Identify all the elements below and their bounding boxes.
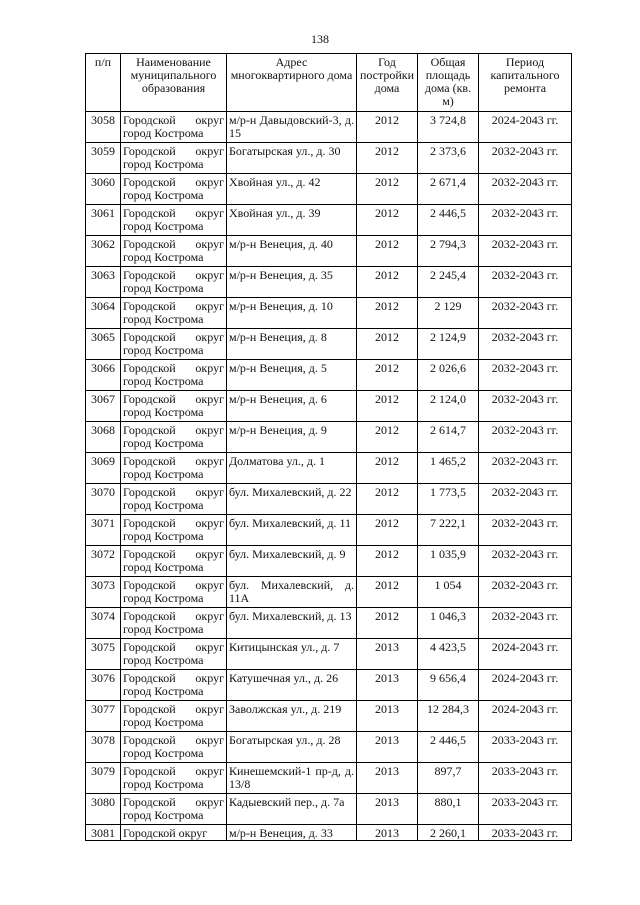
area-cell: 2 446,5 — [418, 205, 479, 236]
table-body — [86, 112, 572, 841]
municipality-cell: Городской округ город Кострома — [121, 608, 227, 639]
table-row — [86, 794, 572, 825]
address-cell: Богатырская ул., д. 30 — [227, 143, 357, 174]
address-cell: м/р-н Венеция, д. 33 — [227, 825, 357, 841]
municipality-cell: Городской округ город Кострома — [121, 639, 227, 670]
header-period: Период капитального ремонта — [479, 54, 572, 112]
year-cell: 2013 — [357, 670, 418, 701]
table-row — [86, 360, 572, 391]
year-cell: 2013 — [357, 794, 418, 825]
year-cell: 2012 — [357, 205, 418, 236]
year-cell: 2012 — [357, 422, 418, 453]
area-cell: 4 423,5 — [418, 639, 479, 670]
row-number: 3065 — [86, 329, 121, 360]
period-cell: 2033-2043 гг. — [479, 732, 572, 763]
year-cell: 2012 — [357, 577, 418, 608]
area-cell: 1 465,2 — [418, 453, 479, 484]
area-cell: 7 222,1 — [418, 515, 479, 546]
address-cell: бул. Михалевский, д. 11А — [227, 577, 357, 608]
housing-registry-table — [85, 53, 572, 841]
period-cell: 2032-2043 гг. — [479, 267, 572, 298]
address-cell: Катушечная ул., д. 26 — [227, 670, 357, 701]
address-cell: м/р-н Венеция, д. 10 — [227, 298, 357, 329]
address-cell: м/р-н Давыдовский-3, д. 15 — [227, 112, 357, 143]
year-cell: 2012 — [357, 608, 418, 639]
municipality-cell: Городской округ город Кострома — [121, 763, 227, 794]
area-cell: 2 245,4 — [418, 267, 479, 298]
table-row — [86, 143, 572, 174]
period-cell: 2033-2043 гг. — [479, 763, 572, 794]
municipality-cell: Городской округ город Кострома — [121, 670, 227, 701]
address-cell: Богатырская ул., д. 28 — [227, 732, 357, 763]
table-row — [86, 329, 572, 360]
period-cell: 2024-2043 гг. — [479, 112, 572, 143]
year-cell: 2012 — [357, 236, 418, 267]
area-cell: 2 129 — [418, 298, 479, 329]
header-year: Год постройки дома — [357, 54, 418, 112]
row-number: 3060 — [86, 174, 121, 205]
address-cell: бул. Михалевский, д. 11 — [227, 515, 357, 546]
period-cell: 2032-2043 гг. — [479, 422, 572, 453]
period-cell: 2032-2043 гг. — [479, 205, 572, 236]
municipality-cell: Городской округ город Кострома — [121, 794, 227, 825]
table-row — [86, 732, 572, 763]
area-cell: 2 373,6 — [418, 143, 479, 174]
table-row — [86, 453, 572, 484]
table-header — [86, 54, 572, 112]
period-cell: 2032-2043 гг. — [479, 391, 572, 422]
year-cell: 2012 — [357, 515, 418, 546]
year-cell: 2013 — [357, 763, 418, 794]
table-row — [86, 174, 572, 205]
area-cell: 2 446,5 — [418, 732, 479, 763]
row-number: 3077 — [86, 701, 121, 732]
municipality-cell: Городской округ город Кострома — [121, 453, 227, 484]
row-number: 3074 — [86, 608, 121, 639]
row-number: 3068 — [86, 422, 121, 453]
period-cell: 2024-2043 гг. — [479, 670, 572, 701]
row-number: 3078 — [86, 732, 121, 763]
row-number: 3079 — [86, 763, 121, 794]
area-cell: 1 054 — [418, 577, 479, 608]
address-cell: м/р-н Венеция, д. 40 — [227, 236, 357, 267]
row-number: 3058 — [86, 112, 121, 143]
row-number: 3080 — [86, 794, 121, 825]
municipality-cell: Городской округ город Кострома — [121, 577, 227, 608]
municipality-cell: Городской округ город Кострома — [121, 360, 227, 391]
municipality-cell: Городской округ город Кострома — [121, 484, 227, 515]
municipality-cell: Городской округ город Кострома — [121, 298, 227, 329]
area-cell: 2 794,3 — [418, 236, 479, 267]
header-address: Адрес многоквартирного дома — [227, 54, 357, 112]
area-cell: 2 124,0 — [418, 391, 479, 422]
period-cell: 2032-2043 гг. — [479, 608, 572, 639]
table-row — [86, 236, 572, 267]
table-row — [86, 391, 572, 422]
year-cell: 2013 — [357, 701, 418, 732]
year-cell: 2012 — [357, 174, 418, 205]
year-cell: 2012 — [357, 546, 418, 577]
row-number: 3075 — [86, 639, 121, 670]
year-cell: 2012 — [357, 453, 418, 484]
address-cell: бул. Михалевский, д. 13 — [227, 608, 357, 639]
row-number: 3067 — [86, 391, 121, 422]
year-cell: 2013 — [357, 639, 418, 670]
municipality-cell: Городской округ город Кострома — [121, 546, 227, 577]
address-cell: м/р-н Венеция, д. 9 — [227, 422, 357, 453]
municipality-cell: Городской округ город Кострома — [121, 391, 227, 422]
area-cell: 880,1 — [418, 794, 479, 825]
row-number: 3064 — [86, 298, 121, 329]
year-cell: 2012 — [357, 391, 418, 422]
row-number: 3061 — [86, 205, 121, 236]
area-cell: 897,7 — [418, 763, 479, 794]
period-cell: 2032-2043 гг. — [479, 143, 572, 174]
period-cell: 2032-2043 гг. — [479, 360, 572, 391]
table-row — [86, 608, 572, 639]
table-row — [86, 701, 572, 732]
municipality-cell: Городской округ город Кострома — [121, 422, 227, 453]
area-cell: 2 026,6 — [418, 360, 479, 391]
table-row — [86, 825, 572, 841]
address-cell: Долматова ул., д. 1 — [227, 453, 357, 484]
year-cell: 2012 — [357, 267, 418, 298]
table-row — [86, 670, 572, 701]
address-cell: Хвойная ул., д. 39 — [227, 205, 357, 236]
municipality-cell: Городской округ город Кострома — [121, 174, 227, 205]
address-cell: м/р-н Венеция, д. 35 — [227, 267, 357, 298]
area-cell: 2 260,1 — [418, 825, 479, 841]
year-cell: 2012 — [357, 298, 418, 329]
year-cell: 2012 — [357, 329, 418, 360]
municipality-cell: Городской округ город Кострома — [121, 236, 227, 267]
area-cell: 2 614,7 — [418, 422, 479, 453]
year-cell: 2012 — [357, 484, 418, 515]
area-cell: 2 124,9 — [418, 329, 479, 360]
row-number: 3072 — [86, 546, 121, 577]
table-row — [86, 484, 572, 515]
header-row — [86, 54, 572, 112]
period-cell: 2032-2043 гг. — [479, 453, 572, 484]
period-cell: 2033-2043 гг. — [479, 794, 572, 825]
municipality-cell: Городской округ город Кострома — [121, 329, 227, 360]
table-row — [86, 205, 572, 236]
area-cell: 1 773,5 — [418, 484, 479, 515]
page-number: 138 — [311, 32, 329, 46]
address-cell: бул. Михалевский, д. 9 — [227, 546, 357, 577]
area-cell: 1 046,3 — [418, 608, 479, 639]
period-cell: 2032-2043 гг. — [479, 577, 572, 608]
area-cell: 12 284,3 — [418, 701, 479, 732]
period-cell: 2032-2043 гг. — [479, 546, 572, 577]
table-row — [86, 639, 572, 670]
municipality-cell: Городской округ город Кострома — [121, 267, 227, 298]
municipality-cell: Городской округ — [121, 825, 227, 841]
area-cell: 9 656,4 — [418, 670, 479, 701]
address-cell: Кадыевский пер., д. 7а — [227, 794, 357, 825]
year-cell: 2013 — [357, 732, 418, 763]
table-row — [86, 515, 572, 546]
period-cell: 2032-2043 гг. — [479, 174, 572, 205]
table-row — [86, 298, 572, 329]
address-cell: бул. Михалевский, д. 22 — [227, 484, 357, 515]
period-cell: 2032-2043 гг. — [479, 236, 572, 267]
year-cell: 2012 — [357, 112, 418, 143]
row-number: 3070 — [86, 484, 121, 515]
area-cell: 1 035,9 — [418, 546, 479, 577]
period-cell: 2024-2043 гг. — [479, 701, 572, 732]
year-cell: 2012 — [357, 143, 418, 174]
municipality-cell: Городской округ город Кострома — [121, 515, 227, 546]
address-cell: Кинешемский-1 пр-д, д. 13/8 — [227, 763, 357, 794]
table-row — [86, 112, 572, 143]
row-number: 3076 — [86, 670, 121, 701]
area-cell: 2 671,4 — [418, 174, 479, 205]
row-number: 3081 — [86, 825, 121, 841]
row-number: 3063 — [86, 267, 121, 298]
header-num: п/п — [86, 54, 121, 112]
table-row — [86, 763, 572, 794]
row-number: 3069 — [86, 453, 121, 484]
municipality-cell: Городской округ город Кострома — [121, 143, 227, 174]
area-cell: 3 724,8 — [418, 112, 479, 143]
address-cell: м/р-н Венеция, д. 8 — [227, 329, 357, 360]
table-row — [86, 267, 572, 298]
table-row — [86, 546, 572, 577]
table-row — [86, 422, 572, 453]
year-cell: 2012 — [357, 360, 418, 391]
address-cell: Хвойная ул., д. 42 — [227, 174, 357, 205]
address-cell: Китицынская ул., д. 7 — [227, 639, 357, 670]
municipality-cell: Городской округ город Кострома — [121, 205, 227, 236]
row-number: 3059 — [86, 143, 121, 174]
address-cell: Заволжская ул., д. 219 — [227, 701, 357, 732]
municipality-cell: Городской округ город Кострома — [121, 112, 227, 143]
row-number: 3066 — [86, 360, 121, 391]
period-cell: 2033-2043 гг. — [479, 825, 572, 841]
row-number: 3071 — [86, 515, 121, 546]
header-area: Общая площадь дома (кв. м) — [418, 54, 479, 112]
address-cell: м/р-н Венеция, д. 5 — [227, 360, 357, 391]
year-cell: 2013 — [357, 825, 418, 841]
period-cell: 2032-2043 гг. — [479, 298, 572, 329]
row-number: 3062 — [86, 236, 121, 267]
header-municipality: Наименование муниципального образования — [121, 54, 227, 112]
row-number: 3073 — [86, 577, 121, 608]
period-cell: 2032-2043 гг. — [479, 515, 572, 546]
address-cell: м/р-н Венеция, д. 6 — [227, 391, 357, 422]
period-cell: 2024-2043 гг. — [479, 639, 572, 670]
period-cell: 2032-2043 гг. — [479, 484, 572, 515]
period-cell: 2032-2043 гг. — [479, 329, 572, 360]
municipality-cell: Городской округ город Кострома — [121, 732, 227, 763]
table-row — [86, 577, 572, 608]
municipality-cell: Городской округ город Кострома — [121, 701, 227, 732]
